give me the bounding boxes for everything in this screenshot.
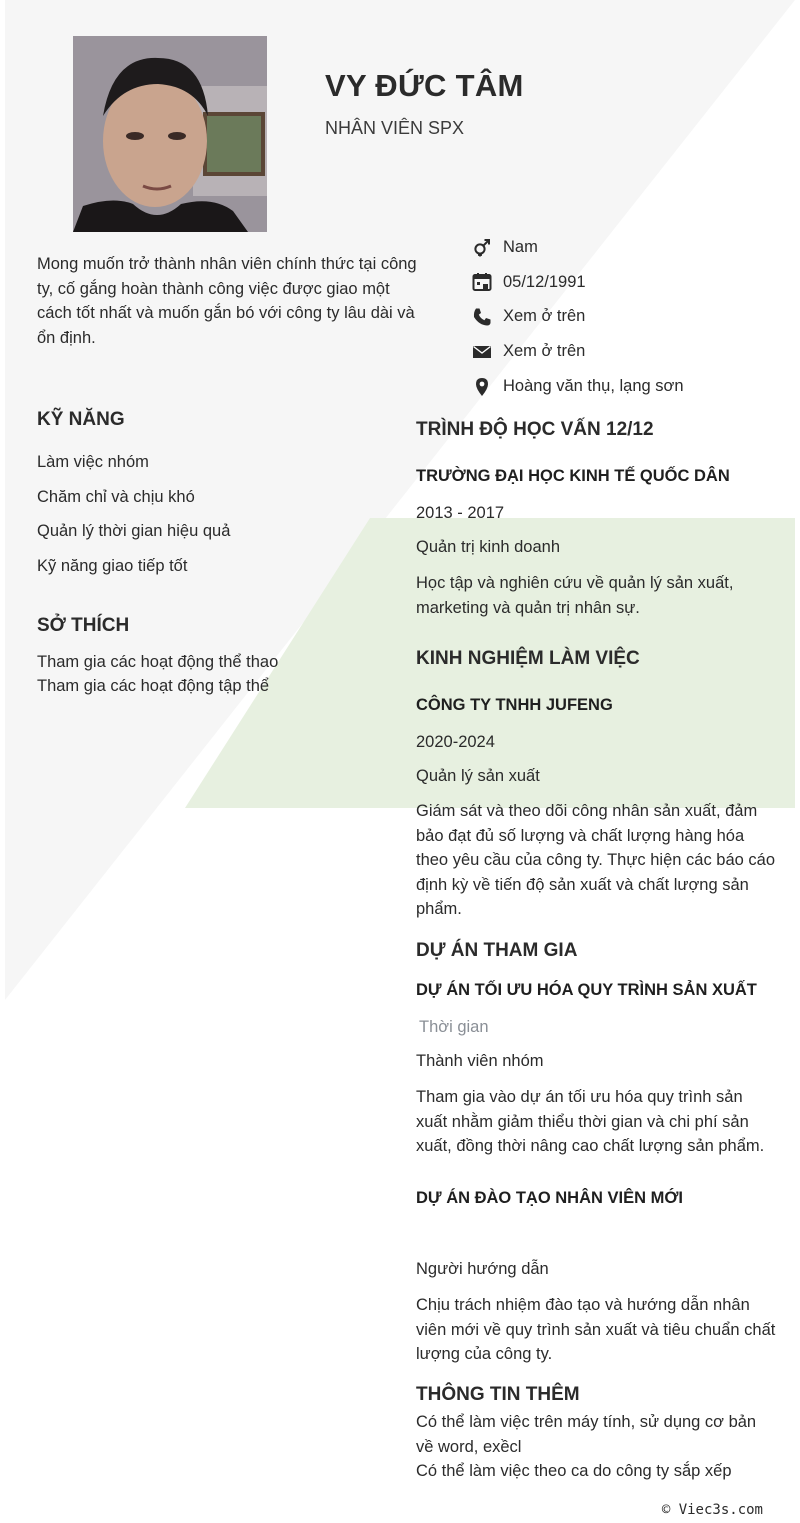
hobbies-title: SỞ THÍCH [37,615,130,636]
contact-list [472,230,792,404]
contact-gender [472,230,792,265]
gender-icon [472,237,492,257]
additional-info-line: Có thể làm việc theo ca do công ty sắp xếp [416,1462,732,1480]
project-name: DỰ ÁN ĐÀO TẠO NHÂN VIÊN MỚI [416,1189,684,1207]
contact-address-value: Hoàng văn thụ, lạng sơn [503,377,684,396]
envelope-icon [472,342,492,362]
contact-gender-value: Nam [503,237,538,256]
skills-list [37,450,230,589]
contact-phone [472,300,792,335]
project-description: Tham gia vào dự án tối ưu hóa quy trình sản xuất nhằm giảm thiểu thời gian và chi phí sản xuất, đồng thời nâng cao chất lượng sản phẩm. [416,1088,765,1156]
skill-item: Chăm chỉ và chịu khó [37,487,195,506]
hobbies-list [37,650,278,698]
skill-item: Quản lý thời gian hiệu quả [37,522,231,541]
calendar-icon [472,272,492,292]
contact-email-value: Xem ở trên [503,342,586,361]
project-description: Chịu trách nhiệm đào tạo và hướng dẫn nhân viên mới về quy trình sản xuất và tiêu chuẩn chất lượng của công ty. [416,1296,776,1364]
additional-info-line: Có thể làm việc trên máy tính, sử dụng cơ bản về word, exềcl [416,1413,757,1456]
contact-email [472,334,792,369]
experience-company: CÔNG TY TNHH JUFENG [416,696,613,714]
location-pin-icon [472,377,492,397]
project-role: Người hướng dẫn [416,1260,549,1278]
projects-title: DỰ ÁN THAM GIA [416,940,578,961]
watermark: © Viec3s.com [661,1502,763,1518]
education-major: Quản trị kinh doanh [416,538,561,556]
candidate-name: VY ĐỨC TÂM [325,68,524,103]
contact-phone-value: Xem ở trên [503,307,586,326]
experience-position: Quản lý sản xuất [416,767,540,785]
contact-birthday-value: 05/12/1991 [503,272,586,291]
education-description: Học tập và nghiên cứu về quản lý sản xuất, marketing và quản trị nhân sự. [416,574,734,617]
experience-title: KINH NGHIỆM LÀM VIỆC [416,648,640,669]
job-title: NHÂN VIÊN SPX [325,118,465,138]
phone-icon [472,307,492,327]
additional-info-title: THÔNG TIN THÊM [416,1384,580,1405]
skills-title: KỸ NĂNG [37,409,125,430]
project-role: Thành viên nhóm [416,1052,544,1070]
avatar-photo [73,36,267,232]
education-title: TRÌNH ĐỘ HỌC VẤN 12/12 [416,419,654,440]
contact-address [472,369,792,404]
education-school: TRƯỜNG ĐẠI HỌC KINH TẾ QUỐC DÂN [416,467,730,485]
hobby-item: Tham gia các hoạt động tập thể [37,677,270,695]
hobby-item: Tham gia các hoạt động thể thao [37,653,279,671]
skill-item: Kỹ năng giao tiếp tốt [37,557,188,576]
career-objective: Mong muốn trở thành nhân viên chính thức tại công ty, cố gắng hoàn thành công việc được giao một cách tốt nhất và muốn gắn bó với công ty lâu dài và ổn định. [37,255,417,347]
experience-period: 2020-2024 [416,733,495,751]
contact-birthday [472,265,792,300]
skill-item: Làm việc nhóm [37,453,149,471]
project-name: DỰ ÁN TỐI ƯU HÓA QUY TRÌNH SẢN XUẤT [416,981,757,999]
education-period: 2013 - 2017 [416,504,505,522]
project-time: Thời gian [419,1018,489,1036]
experience-description: Giám sát và theo dõi công nhân sản xuất, đảm bảo đạt đủ số lượng và chất lượng hàng hóa theo yêu cầu của công ty. Thực hiện các báo cáo định kỳ về tiến độ sản xuất và chất lượng sản phẩm. [416,802,775,919]
